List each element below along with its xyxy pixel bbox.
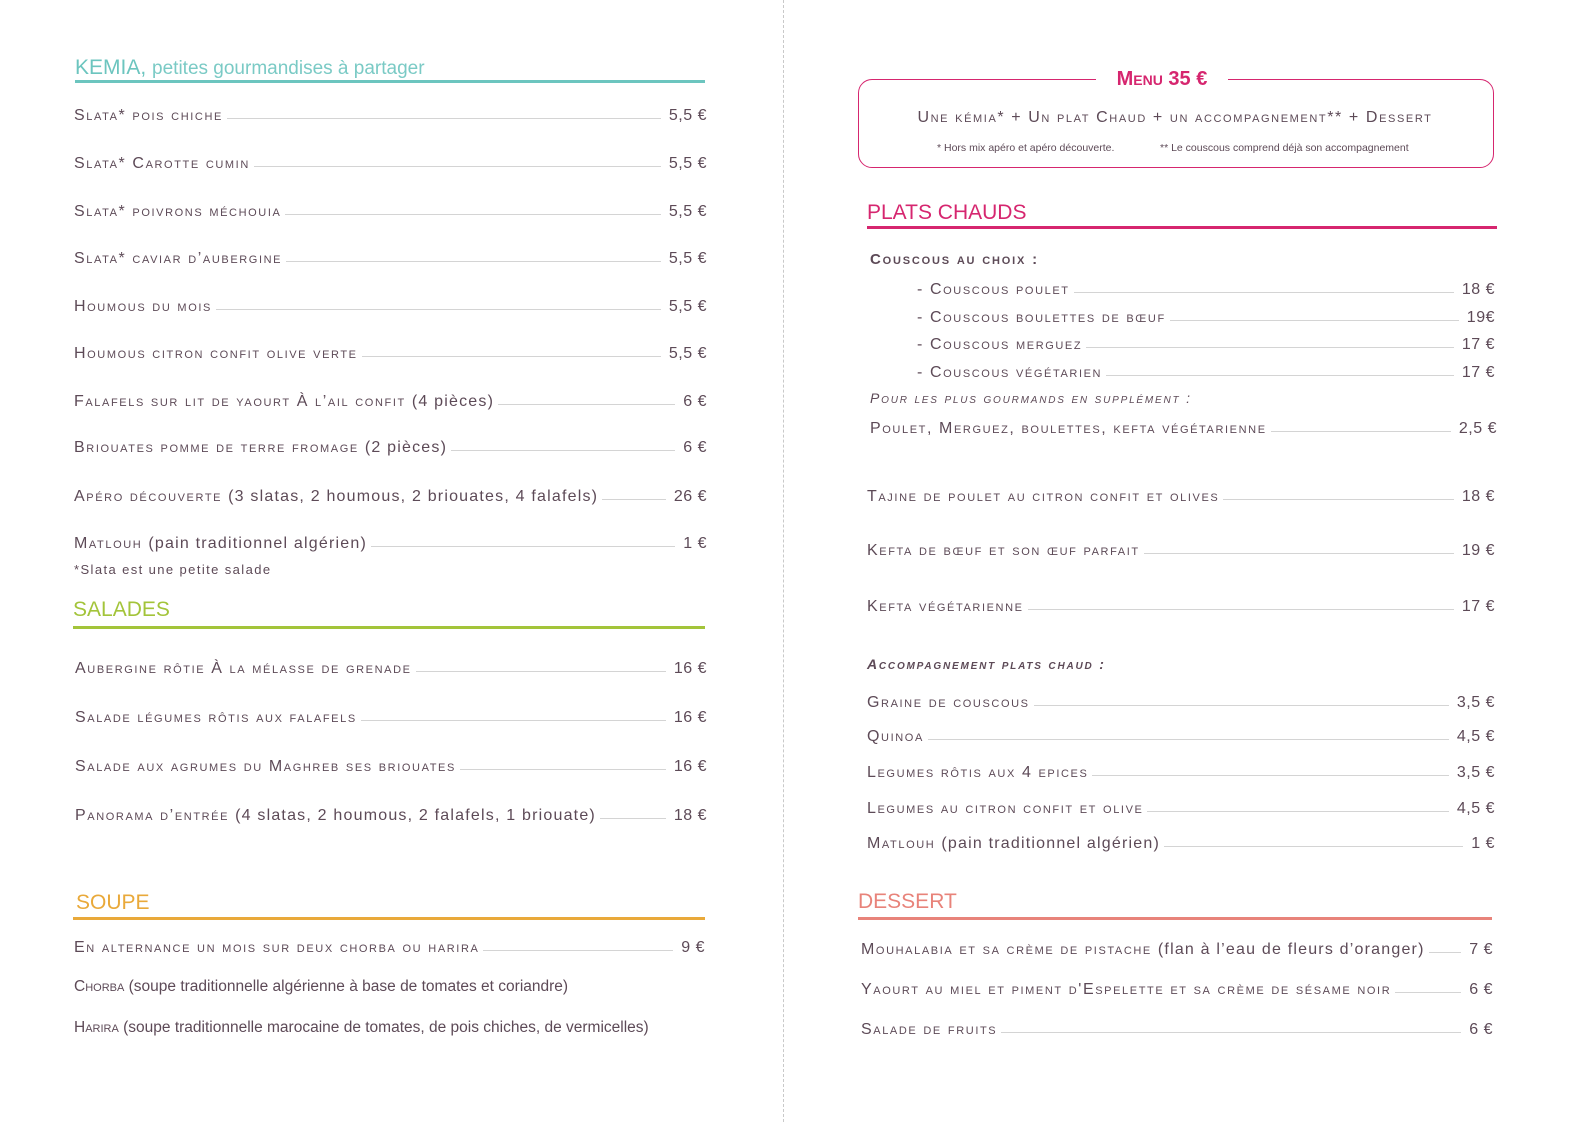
- item-price: 17 €: [1461, 364, 1495, 381]
- item-name: [75, 807, 596, 825]
- item-price: 6 €: [683, 439, 707, 456]
- soupe-rule: [73, 917, 705, 920]
- menu-description: Une kémia* + Un plat Chaud + un accompagnement** + Dessert: [917, 109, 1433, 126]
- item-price: 3,5 €: [1456, 694, 1495, 711]
- item-price: 9 €: [681, 939, 705, 956]
- item-label: Apéro découverte: [74, 488, 223, 505]
- item-label: Slata* Carotte cumin: [74, 155, 250, 172]
- item-name: [917, 281, 1070, 299]
- leader-line: [1170, 320, 1459, 321]
- item-name: [74, 535, 367, 553]
- item-label: Aubergine rôtie À la mélasse de grenade: [75, 660, 412, 677]
- item-price: 5,5 €: [668, 345, 707, 362]
- item-name: [74, 939, 479, 957]
- item-label: Legumes rôtis aux 4 epices: [867, 764, 1089, 781]
- plats-title: PLATS CHAUDS: [867, 201, 1027, 224]
- item-price: 16 €: [673, 758, 707, 775]
- menu-item: [867, 538, 1495, 560]
- item-name: [74, 203, 281, 221]
- item-label: Slata* pois chiche: [74, 107, 223, 124]
- item-label: - Couscous poulet: [917, 281, 1070, 298]
- menu-item: [861, 977, 1493, 999]
- item-name: [75, 758, 456, 776]
- item-price: 26 €: [673, 488, 707, 505]
- leader-line: [227, 118, 661, 119]
- supplement-heading: Pour les plus gourmands en supplément :: [870, 390, 1192, 406]
- item-label: Kefta végétarienne: [867, 598, 1024, 615]
- leader-line: [1028, 609, 1454, 610]
- item-label: Legumes au citron confit et olive: [867, 800, 1144, 817]
- menu-footnote-1: * Hors mix apéro et apéro découverte.: [937, 142, 1115, 154]
- item-price: 16 €: [673, 709, 707, 726]
- menu-item: [867, 484, 1495, 506]
- dessert-rule: [858, 917, 1492, 920]
- item-detail: (pain traditionnel algérien): [148, 535, 367, 552]
- item-price: 18 €: [1461, 488, 1495, 505]
- item-label: Falafels sur lit de yaourt À l’ail confit: [74, 393, 406, 410]
- item-label: Salade aux agrumes du Maghreb ses briouates: [75, 758, 456, 775]
- item-label: Slata* poivrons méchouia: [74, 203, 282, 220]
- kemia-rule: [75, 80, 705, 83]
- leader-line: [362, 356, 661, 357]
- leader-line: [1106, 375, 1454, 376]
- leader-line: [1223, 499, 1454, 500]
- item-price: 5,5 €: [668, 250, 707, 267]
- item-price: 4,5 €: [1456, 800, 1495, 817]
- dessert-title: DESSERT: [858, 890, 957, 913]
- item-price: 17 €: [1461, 336, 1495, 353]
- kemia-subtitle: petites gourmandises à partager: [152, 58, 425, 79]
- menu-item: [74, 246, 707, 268]
- item-label: Graine de couscous: [867, 694, 1030, 711]
- chorba-desc: (soupe traditionnelle algérienne à base de tomates et coriandre): [128, 978, 569, 995]
- salades-rule: [73, 626, 705, 629]
- chorba-description: [74, 978, 568, 996]
- leader-line: [498, 404, 675, 405]
- leader-line: [371, 546, 675, 547]
- harira-description: [74, 1019, 649, 1037]
- item-price: 19€: [1466, 309, 1495, 326]
- item-label: Panorama d’entrée: [75, 807, 230, 824]
- item-price: 7 €: [1469, 941, 1493, 958]
- item-price: 2,5 €: [1458, 420, 1497, 437]
- menu-item: [75, 803, 707, 825]
- leader-line: [1092, 775, 1448, 776]
- item-price: 4,5 €: [1456, 728, 1495, 745]
- kemia-title: KEMIA,: [75, 56, 147, 79]
- item-label: Briouates pomme de terre fromage: [74, 439, 359, 456]
- item-name: [74, 155, 250, 173]
- menu-item: [917, 360, 1495, 382]
- menu-item: [75, 705, 707, 727]
- item-label: En alternance un mois sur deux chorba ou harira: [74, 939, 480, 956]
- menu-item: [74, 435, 707, 457]
- item-label: - Couscous boulettes de bœuf: [917, 309, 1166, 326]
- menu-item: [74, 531, 707, 553]
- kemia-note: *Slata est une petite salade: [74, 562, 272, 577]
- item-price: 3,5 €: [1456, 764, 1495, 781]
- item-label: Quinoa: [867, 728, 924, 745]
- leader-line: [1086, 347, 1454, 348]
- menu-item: [917, 305, 1495, 327]
- item-label: Houmous citron confit olive verte: [74, 345, 358, 362]
- menu-item: [867, 594, 1495, 616]
- leader-line: [286, 261, 661, 262]
- chorba-name: Chorba: [74, 978, 125, 995]
- menu-item: [861, 1017, 1493, 1039]
- item-name: [861, 941, 1425, 959]
- menu-item: [74, 935, 705, 957]
- item-label: Tajine de poulet au citron confit et olives: [867, 488, 1220, 505]
- salades-title: SALADES: [73, 598, 170, 621]
- item-name: [75, 709, 357, 727]
- item-detail: (flan à l’eau de fleurs d’oranger): [1157, 941, 1425, 958]
- menu-item: [917, 332, 1495, 354]
- item-label: Salade de fruits: [861, 1021, 998, 1038]
- leader-line: [361, 720, 666, 721]
- menu-item: [867, 690, 1495, 712]
- item-price: 16 €: [673, 660, 707, 677]
- item-price: 5,5 €: [668, 203, 707, 220]
- soupe-title: SOUPE: [76, 891, 150, 914]
- menu-item: [74, 389, 707, 411]
- menu-item: [867, 831, 1495, 853]
- kemia-heading: [75, 56, 425, 80]
- leader-line: [1147, 811, 1448, 812]
- menu-item: [74, 294, 707, 316]
- item-detail: (3 slatas, 2 houmous, 2 briouates, 4 falafels): [228, 488, 599, 505]
- item-price: 1 €: [1471, 835, 1495, 852]
- item-price: 18 €: [673, 807, 707, 824]
- leader-line: [460, 769, 666, 770]
- item-name: [867, 488, 1219, 506]
- item-label: Yaourt au miel et piment d'Espelette et sa crème de sésame noir: [861, 981, 1392, 998]
- item-name: [74, 393, 494, 411]
- accompagnement-heading: Accompagnement plats chaud :: [867, 656, 1106, 672]
- leader-line: [928, 739, 1449, 740]
- menu-item: [75, 754, 707, 776]
- leader-line: [416, 671, 666, 672]
- item-name: [74, 439, 447, 457]
- item-detail: (pain traditionnel algérien): [941, 835, 1160, 852]
- leader-line: [285, 214, 660, 215]
- menu-item: [75, 656, 707, 678]
- menu-item: [870, 416, 1497, 438]
- item-name: [74, 107, 223, 125]
- item-price: 1 €: [683, 535, 707, 552]
- item-name: [867, 800, 1143, 818]
- item-name: [870, 420, 1267, 438]
- leader-line: [1429, 952, 1462, 953]
- item-name: [74, 298, 212, 316]
- harira-desc: (soupe traditionnelle marocaine de tomates, de pois chiches, de vermicelles): [123, 1019, 649, 1036]
- leader-line: [216, 309, 661, 310]
- leader-line: [483, 950, 673, 951]
- item-name: [917, 309, 1166, 327]
- item-name: [867, 542, 1140, 560]
- item-name: [861, 981, 1391, 999]
- item-label: Salade légumes rôtis aux falafels: [75, 709, 357, 726]
- harira-name: Harira: [74, 1019, 119, 1036]
- menu-item: [917, 277, 1495, 299]
- item-name: [74, 488, 598, 506]
- item-name: [867, 728, 924, 746]
- leader-line: [1001, 1032, 1461, 1033]
- item-name: [867, 835, 1160, 853]
- item-label: Matlouh: [867, 835, 936, 852]
- item-name: [75, 660, 412, 678]
- leader-line: [1034, 705, 1449, 706]
- menu-item: [867, 724, 1495, 746]
- item-label: - Couscous merguez: [917, 336, 1083, 353]
- leader-line: [602, 499, 666, 500]
- item-label: Houmous du mois: [74, 298, 212, 315]
- item-name: [74, 250, 282, 268]
- leader-line: [1144, 553, 1454, 554]
- leader-line: [1271, 431, 1451, 432]
- leader-line: [600, 818, 666, 819]
- page-fold: [783, 0, 784, 1122]
- leader-line: [1074, 292, 1454, 293]
- item-name: [867, 694, 1030, 712]
- item-name: [867, 764, 1088, 782]
- item-label: Slata* caviar d’aubergine: [74, 250, 283, 267]
- menu-item: [74, 341, 707, 363]
- plats-rule: [867, 226, 1497, 229]
- item-name: [74, 345, 358, 363]
- item-label: Poulet, Merguez, boulettes, kefta végétarienne: [870, 420, 1267, 437]
- item-detail: (4 slatas, 2 houmous, 2 falafels, 1 briouate): [235, 807, 596, 824]
- menu-item: [74, 484, 707, 506]
- leader-line: [451, 450, 675, 451]
- item-price: 5,5 €: [668, 107, 707, 124]
- item-price: 5,5 €: [668, 155, 707, 172]
- menu-item: [867, 796, 1495, 818]
- leader-line: [1395, 992, 1461, 993]
- item-price: 18 €: [1461, 281, 1495, 298]
- item-name: [867, 598, 1024, 616]
- menu-item: [74, 151, 707, 173]
- item-label: Matlouh: [74, 535, 143, 552]
- leader-line: [254, 166, 661, 167]
- menu-item: [867, 760, 1495, 782]
- item-label: Mouhalabia et sa crème de pistache: [861, 941, 1152, 958]
- item-name: [917, 336, 1082, 354]
- item-name: [917, 364, 1102, 382]
- menu-title: Menu 35 €: [1096, 68, 1228, 91]
- item-label: Kefta de bœuf et son œuf parfait: [867, 542, 1140, 559]
- couscous-heading: Couscous au choix :: [870, 251, 1039, 268]
- item-price: 6 €: [1469, 1021, 1493, 1038]
- item-detail: (4 pièces): [411, 393, 495, 410]
- item-price: 19 €: [1461, 542, 1495, 559]
- menu-item: [861, 937, 1493, 959]
- menu-item: [74, 103, 707, 125]
- item-name: [861, 1021, 997, 1039]
- leader-line: [1164, 846, 1463, 847]
- item-price: 5,5 €: [668, 298, 707, 315]
- item-price: 6 €: [1469, 981, 1493, 998]
- menu-footnote-2: ** Le couscous comprend déjà son accompagnement: [1160, 142, 1409, 154]
- menu-item: [74, 199, 707, 221]
- item-price: 17 €: [1461, 598, 1495, 615]
- item-price: 6 €: [683, 393, 707, 410]
- item-label: - Couscous végétarien: [917, 364, 1103, 381]
- item-detail: (2 pièces): [364, 439, 448, 456]
